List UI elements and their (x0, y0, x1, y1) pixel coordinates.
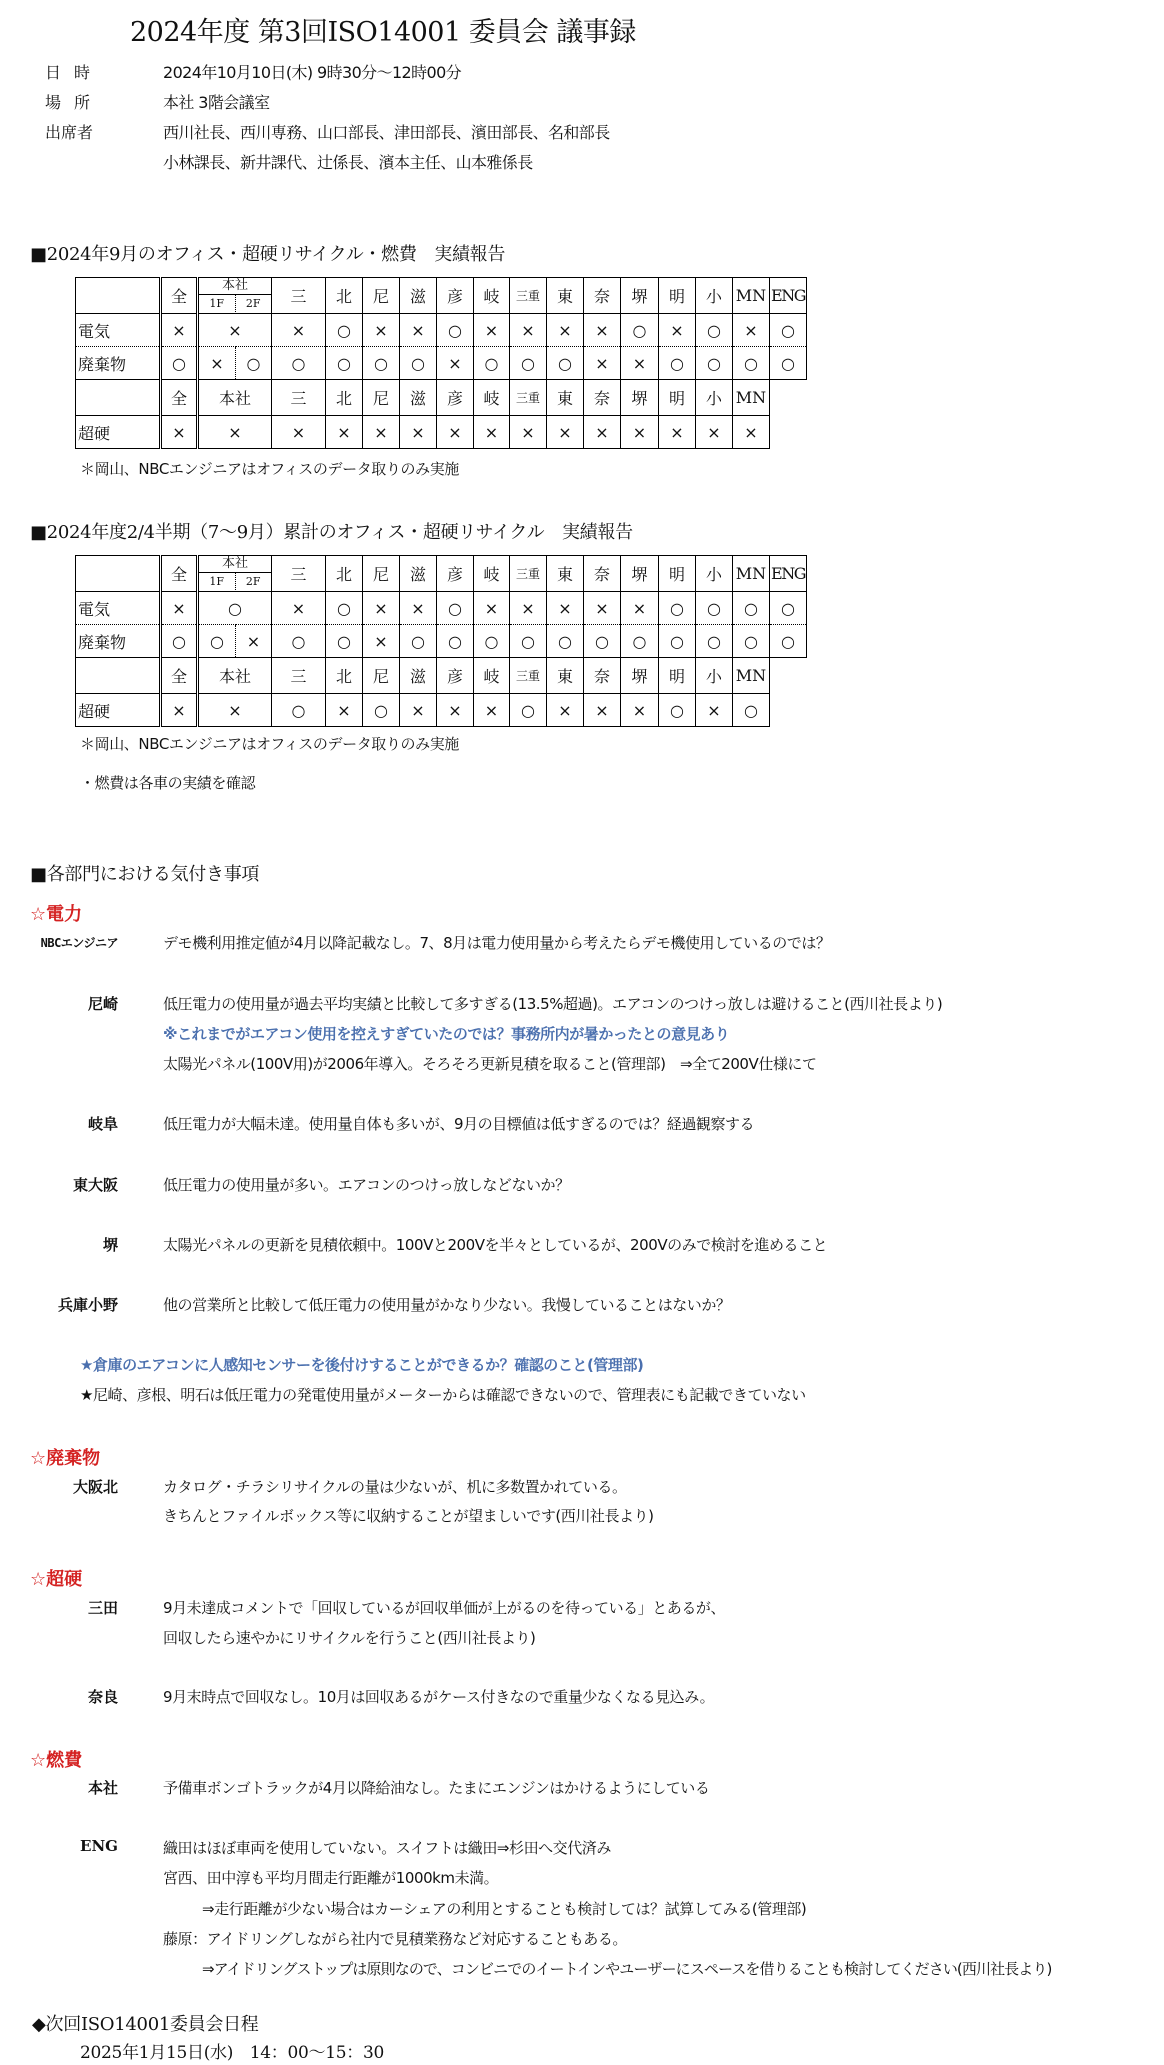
row-label: 電気 (76, 314, 161, 347)
cell-branch: × (584, 347, 621, 380)
header-branch: MN (733, 278, 770, 314)
cell-branch: × (474, 694, 510, 727)
header-branch: MN (733, 380, 770, 416)
header-branch: 三 (272, 658, 326, 694)
cell-branch: × (363, 314, 400, 347)
dept-nbc: NBCエンジニア (40, 936, 118, 950)
cell-branch: × (584, 416, 621, 449)
cell-hq: × (198, 314, 272, 347)
header-branch: 明 (659, 278, 696, 314)
header-branch: 尼 (363, 658, 400, 694)
row-label: 超硬 (76, 694, 161, 727)
cell-branch: × (547, 694, 584, 727)
amagasaki-text-1: 低圧電力の使用量が過去平均実績と比較して多すぎる(13.5%超過)。エアコンのつけっ放しは避けること(西川社長より) (163, 995, 943, 1013)
row-label: 廃棄物 (76, 625, 161, 658)
dept-gifu: 岐阜 (87, 1115, 118, 1133)
cell-branch: ○ (547, 625, 584, 658)
category-carbide: ☆超硬 (30, 1569, 83, 1590)
cell-branch: × (437, 694, 474, 727)
cell-branch: ○ (437, 625, 474, 658)
header-branch: 小 (696, 556, 733, 592)
cell-branch: × (400, 592, 437, 625)
cell-branch: ○ (696, 314, 733, 347)
next-meeting-date: 2025年1月15日(水) 14：00～15：30 (80, 2043, 385, 2063)
cell-branch: × (584, 592, 621, 625)
header-branch: 三重 (510, 380, 547, 416)
higashiosaka-text: 低圧電力の使用量が多い。エアコンのつけっ放しなどないか？ (163, 1176, 570, 1194)
nara-text: 9月末時点で回収なし。10月は回収あるがケース付きなので重量少なくなる見込み。 (163, 1688, 715, 1706)
header-hq: 本社 (198, 380, 272, 416)
eng-text-1: 織田はほぼ車両を使用していない。スイフトは織田⇒杉田へ交代済み (163, 1839, 611, 1857)
dept-hyogoono: 兵庫小野 (57, 1296, 118, 1314)
header-branch: 北 (326, 380, 363, 416)
cell-branch: ○ (696, 347, 733, 380)
empty-cell (770, 416, 807, 449)
sakai-text: 太陽光パネルの更新を見積依頼中。100Vと200Vを半々としているが、200Vのみで検討を進めること (163, 1236, 828, 1254)
header-row (76, 556, 807, 592)
date-value: 2024年10月10日(木) 9時30分～12時00分 (163, 63, 462, 82)
cell-branch: × (733, 314, 770, 347)
cell-branch: ○ (474, 347, 510, 380)
cell-branch: ○ (510, 694, 547, 727)
empty-cell (770, 658, 807, 694)
cell-hq: ○ (198, 592, 272, 625)
report1-heading: ■2024年9月のオフィス・超硬リサイクル・燃費 実績報告 (30, 244, 506, 265)
header-branch: 尼 (363, 380, 400, 416)
header-branch: 岐 (474, 278, 510, 314)
header-branch: 彦 (437, 658, 474, 694)
header-hq-label: 本社 (199, 556, 271, 573)
header-branch: 北 (326, 556, 363, 592)
eng-text-5: ⇒アイドリングストップは原則なので、コンビニでのイートインやユーザーにスペースを借りることも検討してください(西川社長より) (202, 1960, 1052, 1978)
cell-branch: × (437, 416, 474, 449)
cell-branch: ○ (696, 592, 733, 625)
empty-cell (770, 694, 807, 727)
date-label: 日時 (45, 63, 104, 82)
cell-hq: × (198, 694, 272, 727)
blank-cell (76, 658, 161, 694)
mita-text-2: 回収したら速やかにリサイクルを行うこと(西川社長より) (163, 1629, 536, 1647)
cell-branch: × (474, 416, 510, 449)
cell-all: × (161, 694, 198, 727)
cell-branch: ○ (400, 625, 437, 658)
header-branch: MN (733, 556, 770, 592)
cell-branch: ○ (659, 694, 696, 727)
cell-branch: × (326, 694, 363, 727)
cell-hq-1f: × (198, 347, 236, 380)
header-branch: ENG (770, 278, 807, 314)
row-label: 電気 (76, 592, 161, 625)
header-hq: 本社 (198, 658, 272, 694)
cell-branch: ○ (547, 347, 584, 380)
report2-fuel-note: ・燃費は各車の実績を確認 (80, 774, 256, 792)
cell-branch: ○ (272, 694, 326, 727)
header-hq-label: 本社 (199, 278, 271, 295)
attendees-line-1: 西川社長、西川専務、山口部長、津田部長、濱田部長、名和部長 (163, 123, 610, 142)
cell-branch: ○ (474, 625, 510, 658)
blank-cell (76, 278, 161, 314)
dept-hq: 本社 (87, 1779, 118, 1797)
header-branch: 滋 (400, 278, 437, 314)
header-branch: 彦 (437, 556, 474, 592)
header-branch: 滋 (400, 556, 437, 592)
osakakita-text-2: きちんとファイルボックス等に収納することが望ましいです(西川社長より) (163, 1507, 654, 1525)
attendees-label: 出席者 (45, 123, 94, 142)
header-hq-1f: 1F (199, 295, 236, 312)
cell-branch: × (584, 314, 621, 347)
cell-branch: ○ (659, 592, 696, 625)
header-branch: 奈 (584, 658, 621, 694)
osakakita-text-1: カタログ・チラシリサイクルの量は少ないが、机に多数置かれている。 (163, 1478, 627, 1496)
power-star-note-1: ★倉庫のエアコンに人感知センサーを後付けすることができるか？確認のこと(管理部) (80, 1356, 644, 1374)
header-branch: MN (733, 658, 770, 694)
header-branch: 堺 (621, 278, 659, 314)
cell-branch: ○ (770, 314, 807, 347)
cell-branch: × (733, 416, 770, 449)
eng-text-3: ⇒走行距離が少ない場合はカーシェアの利用とすることも検討しては？試算してみる(管理部) (202, 1900, 807, 1918)
header-branch: 岐 (474, 380, 510, 416)
place-value: 本社 3階会議室 (163, 93, 270, 112)
cell-branch: × (621, 592, 659, 625)
cell-branch: ○ (326, 314, 363, 347)
place-label: 場所 (45, 93, 104, 112)
cell-branch: × (272, 592, 326, 625)
cell-branch: ○ (659, 347, 696, 380)
header-branch: 堺 (621, 556, 659, 592)
header-row (76, 278, 807, 314)
amagasaki-text-2: ※これまでがエアコン使用を控えすぎていたのでは？事務所内が暑かったとの意見あり (163, 1025, 730, 1043)
cell-branch: ○ (659, 625, 696, 658)
carbide-header-row (76, 658, 807, 694)
cell-branch: × (510, 314, 547, 347)
blank-cell (76, 380, 161, 416)
header-branch: 東 (547, 380, 584, 416)
header-branch: 尼 (363, 278, 400, 314)
header-branch: 北 (326, 278, 363, 314)
cell-branch: × (363, 416, 400, 449)
cell-branch: ○ (326, 347, 363, 380)
header-branch: 三 (272, 380, 326, 416)
header-branch: ENG (770, 556, 807, 592)
cell-branch: ○ (770, 625, 807, 658)
cell-branch: ○ (510, 625, 547, 658)
cell-all: ○ (161, 625, 198, 658)
cell-hq-2f: ○ (236, 347, 272, 380)
amagasaki-text-3: 太陽光パネル(100V用)が2006年導入。そろそろ更新見積を取ること(管理部) ⇒全て200V仕様にて (163, 1055, 817, 1073)
cell-all: ○ (161, 347, 198, 380)
cell-branch: ○ (326, 625, 363, 658)
header-branch: 彦 (437, 380, 474, 416)
header-branch: 小 (696, 658, 733, 694)
header-branch: 奈 (584, 556, 621, 592)
cell-branch: × (621, 416, 659, 449)
cell-branch: ○ (437, 314, 474, 347)
cell-branch: ○ (510, 347, 547, 380)
cell-branch: × (659, 314, 696, 347)
header-branch: 北 (326, 658, 363, 694)
header-branch: 滋 (400, 658, 437, 694)
cell-hq: × (198, 416, 272, 449)
cell-all: × (161, 314, 198, 347)
report1-table (75, 277, 807, 449)
nbc-text: デモ機利用推定値が4月以降記載なし。7、8月は電力使用量から考えたらデモ機使用しているのでは？ (163, 934, 831, 952)
cell-branch: × (474, 314, 510, 347)
cell-branch: ○ (770, 592, 807, 625)
cell-branch: ○ (733, 694, 770, 727)
document-title: 2024年度 第3回ISO14001 委員会 議事録 (130, 17, 636, 48)
header-hq-2f: 2F (245, 297, 261, 310)
dept-amagasaki: 尼崎 (87, 995, 118, 1013)
cell-branch: × (696, 416, 733, 449)
cell-branch: × (696, 694, 733, 727)
row-label: 廃棄物 (76, 347, 161, 380)
category-waste: ☆廃棄物 (30, 1448, 101, 1469)
header-branch: 尼 (363, 556, 400, 592)
cell-branch: × (437, 347, 474, 380)
header-branch: 明 (659, 556, 696, 592)
cell-branch: × (659, 416, 696, 449)
cell-branch: ○ (621, 625, 659, 658)
header-all: 全 (161, 658, 198, 694)
cell-branch: ○ (733, 625, 770, 658)
cell-branch: ○ (400, 347, 437, 380)
cell-branch: × (621, 347, 659, 380)
cell-branch: × (510, 416, 547, 449)
header-branch: 彦 (437, 278, 474, 314)
header-all: 全 (161, 380, 198, 416)
cell-branch: ○ (326, 592, 363, 625)
cell-branch: ○ (733, 592, 770, 625)
header-branch: 三 (272, 556, 326, 592)
header-branch: 東 (547, 556, 584, 592)
cell-branch: × (584, 694, 621, 727)
eng-text-2: 宮西、田中淳も平均月間走行距離が1000km未満。 (163, 1869, 499, 1887)
cell-branch: ○ (272, 347, 326, 380)
mita-text-1: 9月未達成コメントで「回収しているが回収単価が上がるのを待っている」とあるが、 (163, 1599, 725, 1617)
dept-higashiosaka: 東大阪 (72, 1176, 118, 1194)
header-branch: 奈 (584, 278, 621, 314)
header-branch: 明 (659, 380, 696, 416)
dept-mita: 三田 (87, 1599, 118, 1617)
report1-note: ＊岡山、NBCエンジニアはオフィスのデータ取りのみ実施 (80, 460, 459, 478)
dept-osakakita: 大阪北 (72, 1478, 118, 1496)
cell-branch: ○ (272, 625, 326, 658)
row-label: 超硬 (76, 416, 161, 449)
cell-all: × (161, 592, 198, 625)
header-hq-2f: 2F (245, 575, 261, 588)
header-branch: 岐 (474, 556, 510, 592)
header-branch: 小 (696, 380, 733, 416)
header-all: 全 (161, 556, 198, 592)
cell-branch: × (621, 694, 659, 727)
report2-table (75, 555, 807, 727)
gifu-text: 低圧電力が大幅未達。使用量自体も多いが、9月の目標値は低すぎるのでは？経過観察する (163, 1115, 755, 1133)
header-branch: 三重 (510, 658, 547, 694)
cell-branch: × (326, 416, 363, 449)
report2-heading: ■2024年度2/4半期（7～9月）累計のオフィス・超硬リサイクル 実績報告 (30, 522, 633, 543)
next-meeting-heading: ◆次回ISO14001委員会日程 (32, 2014, 259, 2035)
dept-sakai: 堺 (102, 1236, 118, 1254)
cell-branch: × (400, 416, 437, 449)
cell-branch: ○ (621, 314, 659, 347)
cell-branch: ○ (733, 347, 770, 380)
header-branch: 堺 (621, 658, 659, 694)
header-branch: 東 (547, 658, 584, 694)
dept-eng: ENG (80, 1837, 118, 1855)
header-branch: 三重 (510, 556, 547, 592)
hyogoono-text: 他の営業所と比較して低圧電力の使用量がかなり少ない。我慢していることはないか？ (163, 1296, 731, 1314)
category-power: ☆電力 (30, 904, 83, 925)
power-star-note-2: ★尼崎、彦根、明石は低圧電力の発電使用量がメーターからは確認できないので、管理表にも記載できていない (80, 1386, 806, 1404)
cell-branch: × (363, 625, 400, 658)
waste-row (76, 347, 807, 380)
cell-branch: × (272, 416, 326, 449)
cell-branch: ○ (437, 592, 474, 625)
hq-fuel-text: 予備車ボンゴトラックが4月以降給油なし。たまにエンジンはかけるようにしている (163, 1779, 710, 1797)
findings-heading: ■各部門における気付き事項 (30, 864, 260, 885)
carbide-row (76, 694, 807, 727)
header-all: 全 (161, 278, 198, 314)
cell-branch: ○ (696, 625, 733, 658)
cell-branch: ○ (363, 347, 400, 380)
cell-branch: × (400, 314, 437, 347)
header-branch: 滋 (400, 380, 437, 416)
cell-branch: × (547, 314, 584, 347)
empty-cell (770, 380, 807, 416)
blank-cell (76, 556, 161, 592)
header-hq (198, 278, 272, 314)
attendees-line-2: 小林課長、新井課代、辻係長、濱本主任、山本雅係長 (163, 153, 533, 172)
header-hq-1f: 1F (199, 573, 236, 590)
header-branch: 堺 (621, 380, 659, 416)
cell-hq-2f: × (236, 625, 272, 658)
cell-branch: × (363, 592, 400, 625)
header-branch: 岐 (474, 658, 510, 694)
cell-branch: × (272, 314, 326, 347)
cell-branch: × (547, 416, 584, 449)
header-branch: 三重 (510, 278, 547, 314)
cell-branch: × (400, 694, 437, 727)
report2-note: ＊岡山、NBCエンジニアはオフィスのデータ取りのみ実施 (80, 735, 459, 753)
cell-hq-1f: ○ (198, 625, 236, 658)
category-fuel: ☆燃費 (30, 1750, 83, 1771)
header-branch: 奈 (584, 380, 621, 416)
electricity-row (76, 314, 807, 347)
dept-nara: 奈良 (87, 1688, 118, 1706)
cell-branch: × (474, 592, 510, 625)
cell-branch: ○ (584, 625, 621, 658)
electricity-row (76, 592, 807, 625)
waste-row (76, 625, 807, 658)
header-branch: 東 (547, 278, 584, 314)
carbide-row (76, 416, 807, 449)
header-branch: 明 (659, 658, 696, 694)
cell-branch: ○ (363, 694, 400, 727)
cell-branch: × (547, 592, 584, 625)
carbide-header-row (76, 380, 807, 416)
cell-branch: × (510, 592, 547, 625)
header-hq (198, 556, 272, 592)
header-branch: 三 (272, 278, 326, 314)
cell-all: × (161, 416, 198, 449)
header-branch: 小 (696, 278, 733, 314)
eng-text-4: 藤原：アイドリングしながら社内で見積業務など対応することもある。 (163, 1930, 627, 1948)
cell-branch: ○ (770, 347, 807, 380)
